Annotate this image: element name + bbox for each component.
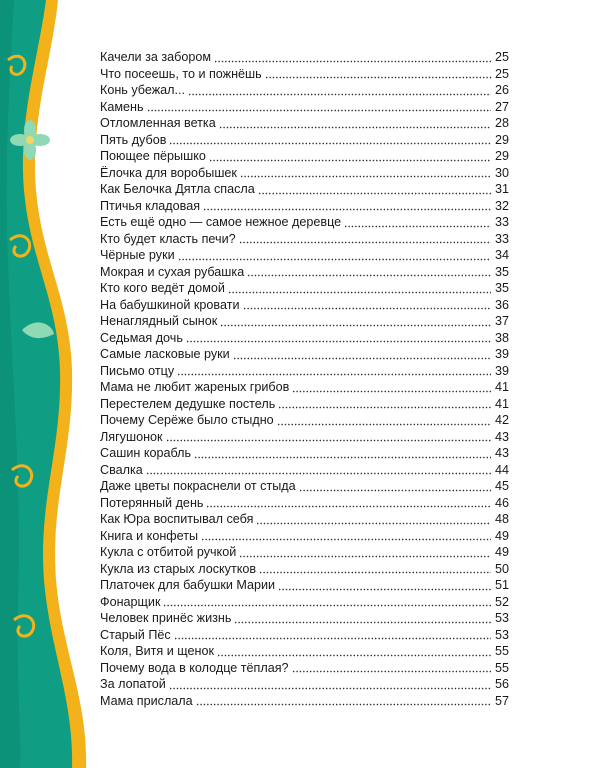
toc-entry-page: 42 bbox=[494, 413, 509, 427]
toc-entry-page: 55 bbox=[494, 660, 509, 675]
toc-entry-page: 57 bbox=[494, 693, 509, 708]
toc-entry bbox=[100, 412, 509, 429]
toc-entry-title: Седьмая дочь bbox=[100, 330, 183, 345]
toc-entry-title: Конь убежал... bbox=[100, 83, 186, 97]
toc-entry bbox=[100, 396, 509, 413]
toc-entry-page: 51 bbox=[494, 578, 509, 592]
toc-entry-page: 33 bbox=[494, 215, 509, 229]
toc-entry-page: 36 bbox=[494, 297, 509, 312]
toc-entry-title: Кукла с отбитой ручкой bbox=[100, 545, 237, 559]
toc-entry-title: За лопатой bbox=[100, 677, 166, 691]
dot-leader bbox=[186, 333, 491, 343]
toc-entry-title: Ёлочка для воробышек bbox=[100, 165, 237, 180]
toc-entry bbox=[100, 181, 509, 198]
dot-leader bbox=[247, 267, 491, 277]
toc-entry bbox=[100, 495, 509, 512]
toc-entry bbox=[100, 577, 509, 594]
toc-entry bbox=[100, 462, 509, 479]
toc-entry-page: 34 bbox=[494, 248, 509, 262]
toc-entry-page: 43 bbox=[494, 429, 509, 444]
dot-leader bbox=[344, 218, 491, 228]
toc-entry bbox=[100, 544, 509, 561]
toc-entry-page: 29 bbox=[494, 132, 509, 147]
toc-entry bbox=[100, 115, 509, 132]
toc-entry-page: 44 bbox=[494, 462, 509, 477]
toc-entry-title: Качели за забором bbox=[100, 50, 212, 64]
dot-leader bbox=[166, 432, 491, 442]
dot-leader bbox=[259, 564, 491, 574]
toc-entry-title: Что посеешь, то и пожнёшь bbox=[100, 66, 262, 81]
toc-entry-title: Почему Серёже было стыдно bbox=[100, 413, 274, 427]
toc-entry bbox=[100, 610, 509, 627]
toc-entry-page: 39 bbox=[494, 363, 509, 378]
dot-leader bbox=[233, 350, 491, 360]
dot-leader bbox=[292, 383, 491, 393]
toc-entry bbox=[100, 511, 509, 528]
dot-leader bbox=[239, 548, 491, 558]
toc-entry-title: Перестелем дедушке постель bbox=[100, 396, 276, 411]
dot-leader bbox=[265, 69, 491, 79]
dot-leader bbox=[219, 119, 491, 129]
toc-entry-title: Чёрные руки bbox=[100, 248, 175, 262]
dot-leader bbox=[234, 614, 491, 624]
toc-entry bbox=[100, 297, 509, 314]
toc-entry-page: 28 bbox=[494, 116, 509, 130]
dot-leader bbox=[146, 465, 491, 475]
toc-entry-title: Самые ласковые руки bbox=[100, 347, 230, 361]
dot-leader bbox=[196, 696, 491, 706]
decorative-border bbox=[0, 0, 100, 768]
toc-entry-page: 45 bbox=[494, 479, 509, 493]
dot-leader bbox=[163, 597, 491, 607]
toc-entry bbox=[100, 264, 509, 281]
dot-leader bbox=[203, 201, 491, 211]
toc-entry bbox=[100, 346, 509, 363]
dot-leader bbox=[239, 234, 491, 244]
dot-leader bbox=[278, 581, 491, 591]
dot-leader bbox=[214, 53, 491, 63]
toc-entry-page: 30 bbox=[494, 165, 509, 180]
toc-entry-page: 35 bbox=[494, 281, 509, 295]
toc-entry bbox=[100, 49, 509, 66]
toc-entry-page: 49 bbox=[494, 545, 509, 559]
toc-entry bbox=[100, 429, 509, 446]
dot-leader bbox=[220, 317, 491, 327]
toc-entry bbox=[100, 247, 509, 264]
toc-entry-page: 35 bbox=[494, 264, 509, 279]
toc-entry bbox=[100, 214, 509, 231]
dot-leader bbox=[277, 416, 491, 426]
toc-entry-page: 46 bbox=[494, 495, 509, 510]
toc-entry-page: 37 bbox=[494, 314, 509, 328]
toc-entry-title: Даже цветы покраснели от стыда bbox=[100, 479, 296, 493]
toc-entry-title: Кто кого ведёт домой bbox=[100, 281, 225, 295]
toc-entry-page: 53 bbox=[494, 611, 509, 625]
toc-entry bbox=[100, 231, 509, 248]
dot-leader bbox=[278, 399, 491, 409]
toc-entry bbox=[100, 693, 509, 710]
dot-leader bbox=[217, 647, 491, 657]
toc-entry-page: 38 bbox=[494, 330, 509, 345]
toc-entry bbox=[100, 478, 509, 495]
toc-entry-title: Потерянный день bbox=[100, 495, 204, 510]
dot-leader bbox=[209, 152, 491, 162]
toc-entry-page: 25 bbox=[494, 50, 509, 64]
toc-entry-title: Пять дубов bbox=[100, 132, 167, 147]
toc-entry bbox=[100, 132, 509, 149]
toc-entry bbox=[100, 561, 509, 578]
toc-entry-title: Камень bbox=[100, 99, 144, 114]
dot-leader bbox=[178, 251, 491, 261]
dot-leader bbox=[201, 531, 491, 541]
toc-entry bbox=[100, 330, 509, 347]
toc-entry-page: 50 bbox=[494, 561, 509, 576]
toc-entry-title: Книга и конфеты bbox=[100, 528, 199, 543]
toc-entry-title: Старый Пёс bbox=[100, 627, 171, 642]
toc-entry bbox=[100, 165, 509, 182]
toc-entry-page: 56 bbox=[494, 677, 509, 691]
toc-entry bbox=[100, 627, 509, 644]
toc-entry-title: На бабушкиной кровати bbox=[100, 297, 240, 312]
toc-entry bbox=[100, 198, 509, 215]
toc-entry-page: 31 bbox=[494, 182, 509, 196]
toc-entry-page: 43 bbox=[494, 446, 509, 460]
toc-entry-page: 33 bbox=[494, 231, 509, 246]
toc-entry-title: Фонарщик bbox=[100, 594, 161, 609]
toc-entry-page: 52 bbox=[494, 594, 509, 609]
toc-entry bbox=[100, 280, 509, 297]
toc-entry bbox=[100, 313, 509, 330]
toc-entry-page: 32 bbox=[494, 198, 509, 213]
toc-entry-page: 49 bbox=[494, 528, 509, 543]
table-of-contents bbox=[100, 49, 509, 709]
toc-entry-title: Свалка bbox=[100, 462, 143, 477]
dot-leader bbox=[177, 366, 491, 376]
toc-entry-title: Сашин корабль bbox=[100, 446, 192, 460]
dot-leader bbox=[194, 449, 491, 459]
toc-entry-title: Мама прислала bbox=[100, 693, 193, 708]
toc-entry bbox=[100, 643, 509, 660]
dot-leader bbox=[240, 168, 491, 178]
toc-entry-title: Ненаглядный сынок bbox=[100, 314, 218, 328]
toc-entry-page: 25 bbox=[494, 66, 509, 81]
toc-entry-title: Кто будет класть печи? bbox=[100, 231, 236, 246]
toc-entry-page: 41 bbox=[494, 380, 509, 394]
toc-entry bbox=[100, 82, 509, 99]
dot-leader bbox=[299, 482, 491, 492]
toc-entry-page: 26 bbox=[494, 83, 509, 97]
toc-entry bbox=[100, 528, 509, 545]
toc-entry bbox=[100, 66, 509, 83]
dot-leader bbox=[206, 498, 491, 508]
toc-entry bbox=[100, 363, 509, 380]
toc-entry-title: Как Юра воспитывал себя bbox=[100, 512, 254, 526]
toc-entry-title: Мама не любит жареных грибов bbox=[100, 380, 290, 394]
toc-entry-title: Мокрая и сухая рубашка bbox=[100, 264, 245, 279]
dot-leader bbox=[243, 300, 492, 310]
toc-entry bbox=[100, 148, 509, 165]
toc-entry bbox=[100, 594, 509, 611]
toc-entry-title: Есть ещё одно — самое нежное деревце bbox=[100, 215, 342, 229]
toc-entry-title: Коля, Витя и щенок bbox=[100, 644, 214, 658]
toc-entry-title: Кукла из старых лоскутков bbox=[100, 561, 257, 576]
toc-entry-page: 48 bbox=[494, 512, 509, 526]
toc-entry-title: Птичья кладовая bbox=[100, 198, 201, 213]
toc-entry-title: Отломленная ветка bbox=[100, 116, 216, 130]
dot-leader bbox=[256, 515, 491, 525]
toc-entry-title: Лягушонок bbox=[100, 429, 163, 444]
dot-leader bbox=[258, 185, 491, 195]
toc-entry bbox=[100, 99, 509, 116]
toc-entry-page: 27 bbox=[494, 99, 509, 114]
toc-entry-page: 29 bbox=[494, 149, 509, 163]
toc-entry-title: Почему вода в колодце тёплая? bbox=[100, 660, 289, 675]
toc-entry-title: Человек принёс жизнь bbox=[100, 611, 232, 625]
toc-entry-title: Платочек для бабушки Марии bbox=[100, 578, 276, 592]
dot-leader bbox=[169, 680, 491, 690]
toc-entry-page: 53 bbox=[494, 627, 509, 642]
toc-entry-page: 39 bbox=[494, 347, 509, 361]
toc-entry bbox=[100, 445, 509, 462]
dot-leader bbox=[169, 135, 491, 145]
toc-entry bbox=[100, 379, 509, 396]
toc-entry bbox=[100, 660, 509, 677]
dot-leader bbox=[174, 630, 491, 640]
dot-leader bbox=[188, 86, 491, 96]
toc-entry-page: 55 bbox=[494, 644, 509, 658]
dot-leader bbox=[228, 284, 491, 294]
dot-leader bbox=[292, 663, 491, 673]
toc-entry-title: Письмо отцу bbox=[100, 363, 175, 378]
dot-leader bbox=[147, 102, 491, 112]
toc-entry-title: Как Белочка Дятла спасла bbox=[100, 182, 255, 196]
toc-entry bbox=[100, 676, 509, 693]
toc-entry-page: 41 bbox=[494, 396, 509, 411]
toc-entry-title: Поющее пёрышко bbox=[100, 149, 206, 163]
